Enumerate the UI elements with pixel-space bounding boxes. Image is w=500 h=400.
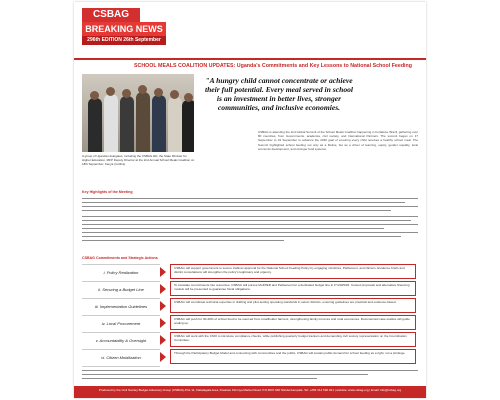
commitment-row xyxy=(82,315,418,331)
newsletter-footer: Produced by the Civil Society Budget Advocacy Group (CSBAG) Plot 11, Kabalagala Area, Kiwatule Kirinnya Market Road. P.O.BOX 660 Ntinda-Kampala. Tel: +256 414 530 041 | website: www.csbag.org | Email: info@csbag.org xyxy=(74,386,426,398)
article-headline: SCHOOL MEALS COALITION UPDATES: Uganda's Commitments and Key Lessons to National School Feeding xyxy=(134,63,413,69)
arrow-icon xyxy=(160,318,166,328)
photo-caption: A group of Ugandan delegates, including the CSBAG ED, the State Minister for Higher Education, MFP Deputy Director at the 2nd Annual School Meals Coalition on 18th September, Kenya (Collins) xyxy=(82,154,195,166)
commitment-text: CSBAG will work with the CMO to introduce compliance checks, while publishing quarterly budget trackers and demanding civil society representation on the Coordination Committee. xyxy=(170,332,416,347)
commitment-row xyxy=(82,332,418,348)
newsletter-banner xyxy=(74,2,426,60)
commitment-text: Through the Participatory Budget Model and connecting with communities and the public, CSBAG will sustain public demand for school feeding as a right, not a privilege. xyxy=(170,349,416,364)
intro-paragraph: CSBAG is attending the 2nd Global Summit of the School Meals Coalition happening in Fortaleza, Brazil, gathering over 80 countries, from Governments, academia, civil society, and International Partners. The summit began on 17 September to 19 September to advance the 2030 goal of ensuring every child receives a healthy school meal. The Summit highlighted school feeding not only as a lifeline, but as a driver of learning, equity, gender equality, local economic development, and stronger food systems. xyxy=(258,130,418,151)
body-text-block xyxy=(82,198,418,214)
commitment-row xyxy=(82,264,418,280)
arrow-icon xyxy=(160,335,166,345)
brand-logo: CSBAG xyxy=(82,8,140,22)
commitment-label: iii. Implementation Guidelines xyxy=(82,298,160,316)
commitment-label: iv. Local Procurement xyxy=(82,315,160,333)
closing-text-block xyxy=(82,370,418,382)
commitment-label: i. Policy Realization xyxy=(82,264,160,282)
delegates-photo xyxy=(82,74,194,152)
commitment-text: To translate commitments into resources, CSBAG will pursue MoFPED and Parliament for a dedicated budget line in FY2025/26. Costed proposals and alternative financing models will be presented to guarantee fiscal obligations. xyxy=(170,281,416,296)
commitment-label: ii. Securing a Budget Line xyxy=(82,281,160,299)
section-heading-key-highlights: Key Highlights of the Meeting xyxy=(82,190,133,194)
commitment-row xyxy=(82,298,418,314)
edition-label: 296th EDITION 26th September 2024 xyxy=(82,36,166,45)
commitment-text: CSBAG will coordinate technical expertise in drafting and pilot-testing operating standards in select districts, ensuring guidelines are practical and evidence-based. xyxy=(170,298,416,313)
commitment-label: v. Accountability & Oversight xyxy=(82,332,160,350)
highlights-text-block xyxy=(82,216,418,244)
pull-quote: "A hungry child cannot concentrate or achieve their full potential. Every meal served in school is an investment in better lives, stronger communities, and inclusive economies. xyxy=(204,76,354,112)
commitment-text: CSBAG will push for 30-40% of school food to be sourced from smallholder farmers, strengthening family incomes and rural economies. Documented case studies will guide scaling up. xyxy=(170,315,416,330)
section-heading-commitments: CSBAG Commitments and Strategic Actions xyxy=(82,256,158,260)
divider xyxy=(74,58,426,60)
commitment-label: vi. Citizen Mobilization xyxy=(82,349,160,367)
commitment-text: CSBAG will support government to secure Cabinet approval for the National School Feeding Policy by engaging ministries, Parliament, and citizens. Evidence briefs and district consultations will strengthen the policy's legitimacy and urgency. xyxy=(170,264,416,279)
commitment-row xyxy=(82,281,418,297)
breaking-news-title: BREAKING NEWS xyxy=(82,22,166,36)
commitment-row xyxy=(82,349,418,365)
newsletter-page xyxy=(74,2,426,398)
arrow-icon xyxy=(160,301,166,311)
arrow-icon xyxy=(160,352,166,362)
arrow-icon xyxy=(160,267,166,277)
arrow-icon xyxy=(160,284,166,294)
